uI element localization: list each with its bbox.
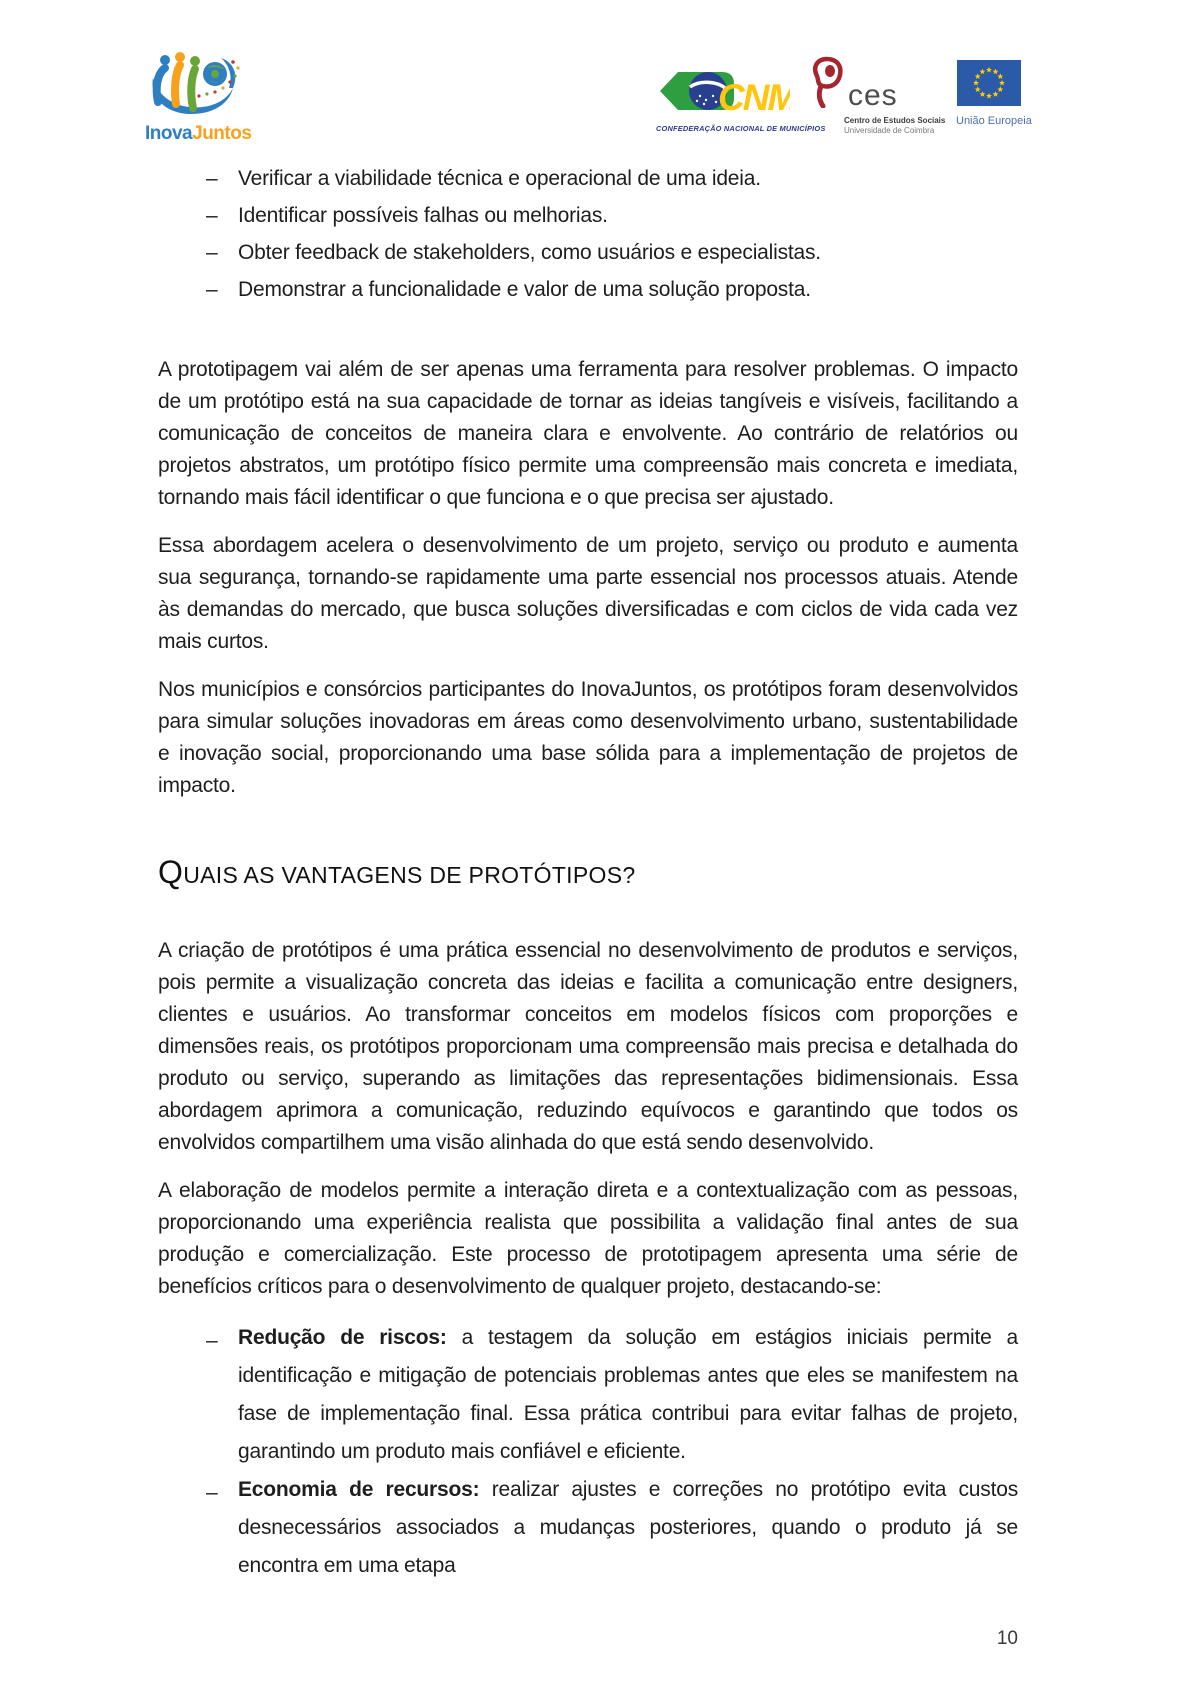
cnm-caption: CONFEDERAÇÃO NACIONAL DE MUNICÍPIOS bbox=[656, 124, 826, 133]
list-item-lead: Redução de riscos: bbox=[238, 1326, 447, 1349]
dash-bullet: – bbox=[206, 278, 218, 301]
list-item-lead: Economia de recursos: bbox=[238, 1478, 480, 1501]
dash-bullet: – bbox=[206, 241, 218, 264]
ces-logo bbox=[810, 56, 946, 135]
paragraph: Essa abordagem acelera o desenvolvimento de um projeto, serviço ou produto e aumenta sua segurança, tornando-se rapidamente uma parte essencial nos processos atuais. Atende às demandas do mercado, que busca soluções diversificadas e com ciclos de vida cada vez mais curtos. bbox=[158, 534, 1018, 653]
document-body bbox=[158, 165, 1018, 1585]
paragraph: Nos municípios e consórcios participantes do InovaJuntos, os protótipos foram desenvolvidos para simular soluções inovadoras em áreas como desenvolvimento urbano, sustentabilidade e inovação social, proporcionando uma base sólida para a implementação de projetos de impacto. bbox=[158, 678, 1018, 797]
dash-bullet: – bbox=[206, 1329, 218, 1352]
list-item: – Economia de recursos: realizar ajustes e correções no protótipo evita custos desnecessários associados a mudanças posteriores, quando o produto já se encontra em uma etapa bbox=[158, 1471, 1018, 1585]
dash-bullet: – bbox=[206, 167, 218, 190]
cnm-flag-icon bbox=[656, 77, 790, 122]
inovajuntos-logo-icon bbox=[145, 103, 245, 120]
inovajuntos-logo bbox=[145, 52, 252, 145]
eu-logo bbox=[956, 60, 1032, 127]
benefits-list bbox=[158, 1319, 1018, 1585]
list-item: – Verificar a viabilidade técnica e operacional de uma ideia. bbox=[158, 165, 1018, 193]
objectives-list bbox=[158, 165, 1018, 304]
inovajuntos-wordmark: InovaJuntos bbox=[145, 123, 252, 144]
dash-bullet: – bbox=[206, 1481, 218, 1504]
list-item: – Demonstrar a funcionalidade e valor de uma solução proposta. bbox=[158, 276, 1018, 304]
eu-caption: União Europeia bbox=[956, 115, 1032, 127]
paragraph: A elaboração de modelos permite a interação direta e a contextualização com as pessoas, proporcionando uma experiência realista que possibilita a validação final antes de sua produção e comercialização. Este processo de prototipagem apresenta uma série de benefícios críticos para o desenvolvimento de qualquer projeto, destacando-se: bbox=[158, 1179, 1018, 1298]
ces-symbol-icon bbox=[810, 56, 844, 113]
page-number: 10 bbox=[996, 1628, 1018, 1649]
list-item: – Redução de riscos: a testagem da solução em estágios iniciais permite a identificação e mitigação de potenciais problemas antes que eles se manifestem na fase de implementação final. Essa prática contribui para evitar falhas de projeto, garantindo um produto mais confiável e eficiente. bbox=[158, 1319, 1018, 1471]
section-heading: QUAIS AS VANTAGENS DE PROTÓTIPOS? bbox=[158, 854, 636, 890]
list-item: – Obter feedback de stakeholders, como usuários e especialistas. bbox=[158, 239, 1018, 267]
list-item: – Identificar possíveis falhas ou melhorias. bbox=[158, 202, 1018, 230]
ces-caption-line2: Universidade de Coimbra bbox=[844, 126, 935, 135]
ces-caption-line1: Centro de Estudos Sociais bbox=[844, 116, 946, 125]
cnm-logo bbox=[656, 70, 826, 133]
eu-flag-icon bbox=[957, 93, 1021, 110]
paragraph: A criação de protótipos é uma prática essencial no desenvolvimento de produtos e serviços, pois permite a visualização concreta das ideias e facilita a comunicação entre designers, clientes e usuários. Ao transformar conceitos em modelos físicos com proporções e dimensões reais, os protótipos proporcionam uma compreensão mais precisa e detalhada do produto ou serviço, superando as limitações das representações bidimensionais. Essa abordagem aprimora a comunicação, reduzindo equívocos e garantindo que todos os envolvidos compartilhem uma visão alinhada do que está sendo desenvolvido. bbox=[158, 939, 1018, 1154]
cnm-acronym: CNM bbox=[718, 77, 790, 118]
ces-acronym: ces bbox=[848, 79, 898, 112]
dash-bullet: – bbox=[206, 204, 218, 227]
paragraph: A prototipagem vai além de ser apenas uma ferramenta para resolver problemas. O impacto de um protótipo está na sua capacidade de tornar as ideias tangíveis e visíveis, facilitando a comunicação de conceitos de maneira clara e envolvente. Ao contrário de relatórios ou projetos abstratos, um protótipo físico permite uma compreensão mais concreta e imediata, tornando mais fácil identificar o que funciona e o que precisa ser ajustado. bbox=[158, 358, 1018, 509]
